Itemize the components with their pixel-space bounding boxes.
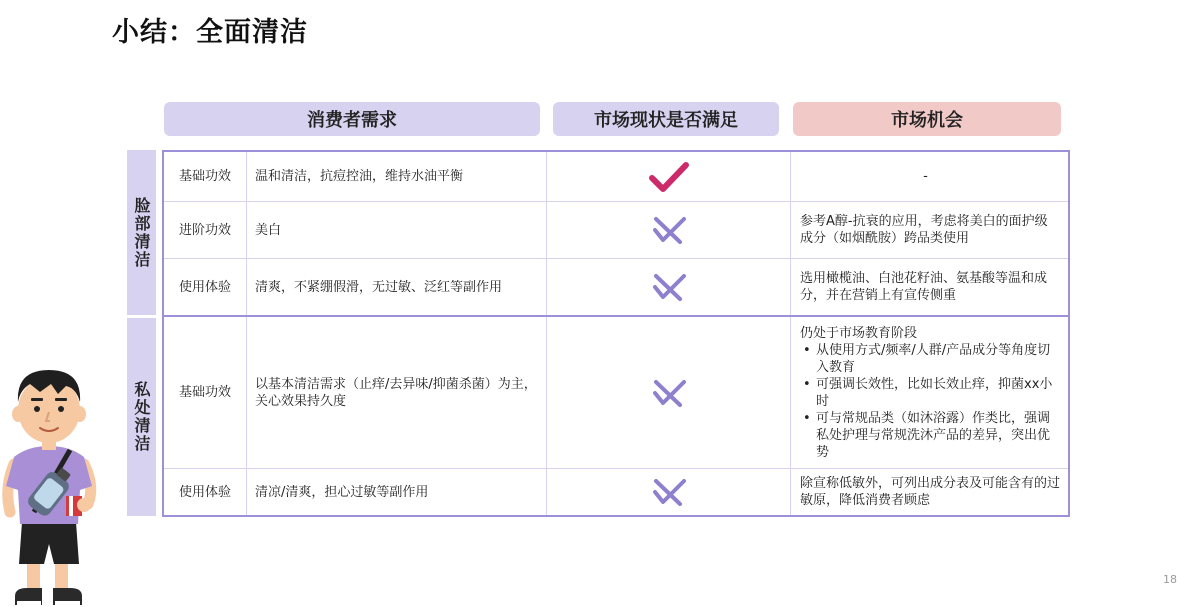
- cross-icon: [651, 478, 687, 506]
- status-cell: [547, 317, 791, 468]
- row-type: 基础功效: [164, 317, 247, 468]
- header-market-opportunity: 市场机会: [793, 102, 1061, 136]
- row-opportunity: -: [923, 169, 928, 184]
- row-type: 使用体验: [164, 469, 247, 515]
- row-need: 美白: [247, 202, 547, 258]
- header-market-satisfied: 市场现状是否满足: [553, 102, 779, 136]
- check-icon: [649, 161, 689, 193]
- table-row: [164, 469, 1068, 515]
- cross-icon: [651, 273, 687, 301]
- list-item: • 可与常规品类（如沐浴露）作类比，强调私处护理与常规洗沐产品的差异，突出优势: [800, 410, 1060, 461]
- opportunity-list: [800, 342, 1060, 461]
- cross-icon: [651, 216, 687, 244]
- page-number: 18: [1163, 573, 1177, 586]
- table-row: [164, 259, 1068, 317]
- row-type: 使用体验: [164, 259, 247, 315]
- list-item: • 从使用方式/频率/人群/产品成分等角度切入教育: [800, 342, 1060, 376]
- table-row: [164, 202, 1068, 259]
- row-need: 清凉/清爽，担心过敏等副作用: [247, 469, 547, 515]
- row-type: 进阶功效: [164, 202, 247, 258]
- section-label-face: 脸部清洁: [127, 150, 156, 315]
- row-type: 基础功效: [164, 152, 247, 201]
- status-cell: [547, 469, 791, 515]
- section-label-private: 私处清洁: [127, 318, 156, 516]
- list-item: • 可强调长效性，比如长效止痒，抑菌xx小时: [800, 376, 1060, 410]
- header-consumer-demand: 消费者需求: [164, 102, 540, 136]
- table-row: [164, 152, 1068, 202]
- row-opportunity: 除宣称低敏外，可列出成分表及可能含有的过敏原，降低消费者顾虑: [800, 476, 1061, 508]
- row-need: 以基本清洁需求（止痒/去异味/抑菌杀菌）为主，关心效果持久度: [247, 317, 547, 468]
- row-opportunity: 选用橄榄油、白池花籽油、氨基酸等温和成分，并在营销上有宣传侧重: [800, 271, 1048, 303]
- page-title: 小结：全面清洁: [112, 17, 308, 48]
- status-cell: [547, 259, 791, 315]
- row-opportunity: 参考A醇-抗衰的应用，考虑将美白的面护级成分（如烟酰胺）跨品类使用: [800, 214, 1048, 246]
- row-opportunity: [791, 317, 1068, 468]
- status-cell: [547, 202, 791, 258]
- status-cell: [547, 152, 791, 201]
- summary-table: [162, 150, 1070, 517]
- row-need: 清爽，不紧绷假滑，无过敏、泛红等副作用: [247, 259, 547, 315]
- mascot-illustration: [0, 362, 112, 607]
- opportunity-intro: 仍处于市场教育阶段: [800, 325, 918, 341]
- cross-icon: [651, 379, 687, 407]
- table-row: [164, 317, 1068, 469]
- row-need: 温和清洁，抗痘控油，维持水油平衡: [247, 152, 547, 201]
